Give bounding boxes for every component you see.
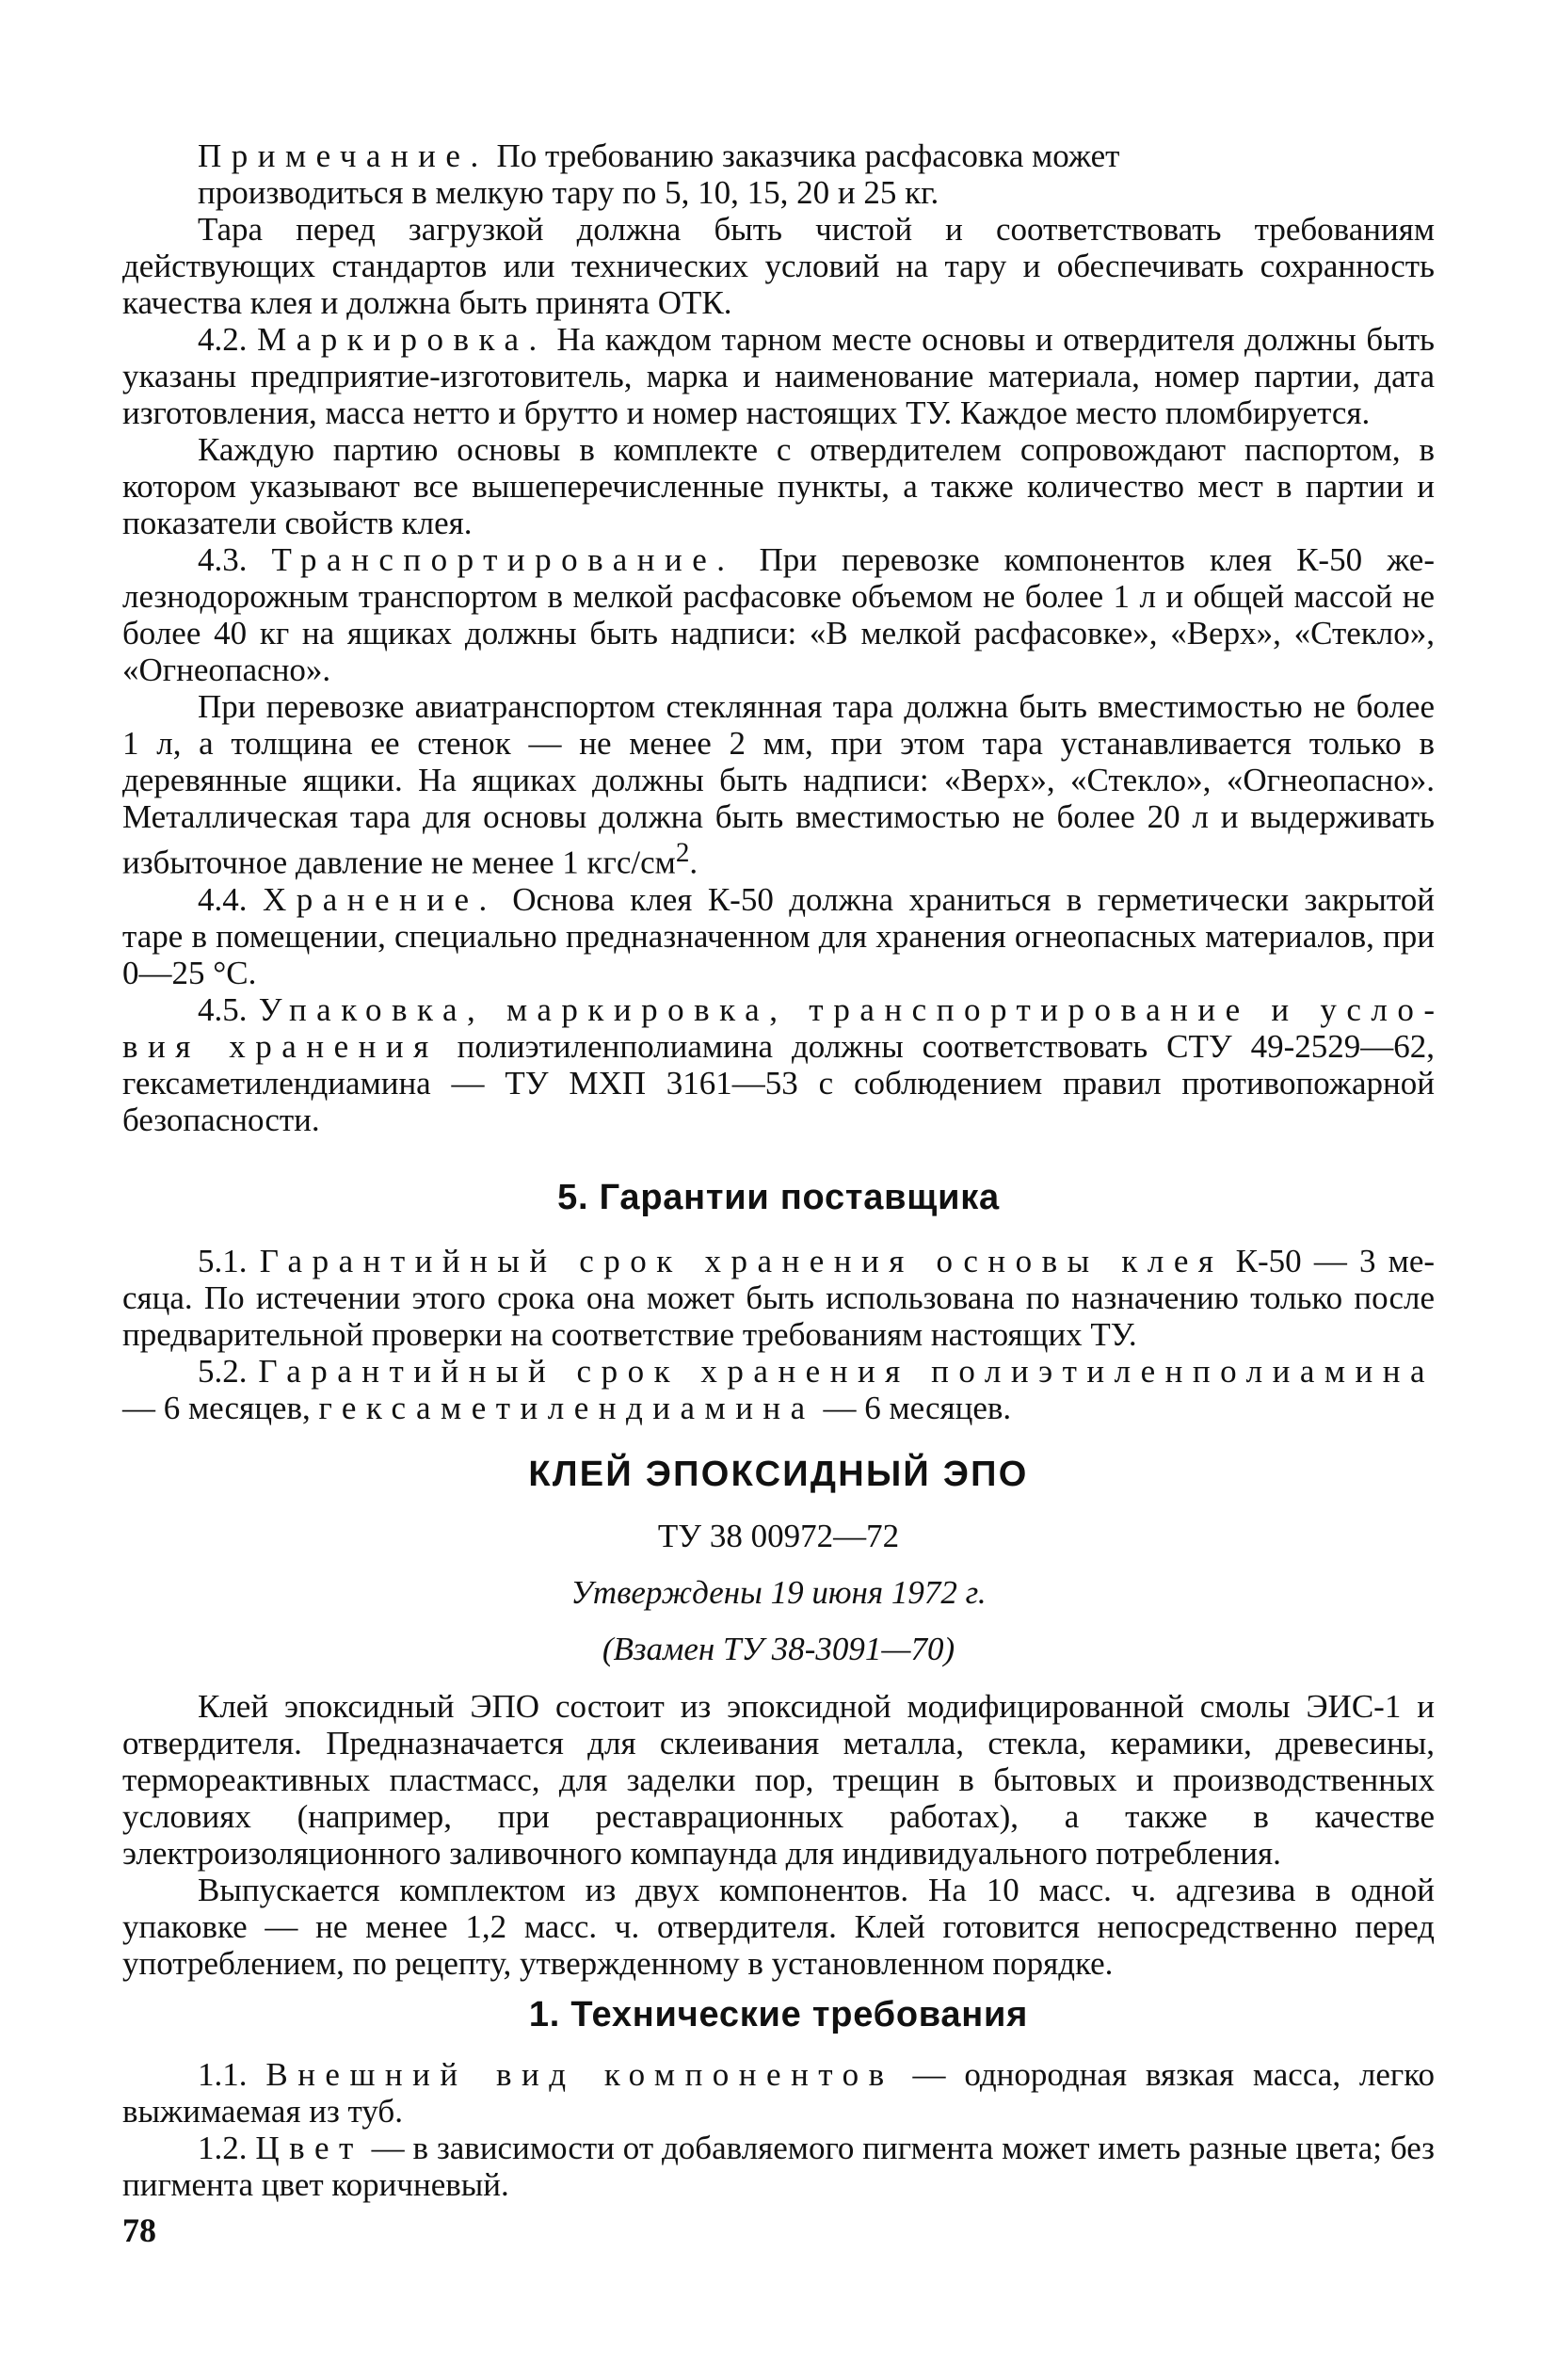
avia-text-end: .: [689, 844, 698, 881]
section-5-heading: 5. Гарантии поставщика: [557, 1177, 1000, 1217]
section-4-2-number: 4.2.: [198, 321, 258, 358]
section-4-5-number: 4.5.: [198, 990, 259, 1028]
note-paragraph: [122, 137, 1435, 211]
epo-heading: КЛЕЙ ЭПОКСИДНЫЙ ЭПО: [528, 1454, 1029, 1494]
section-4-4-text: Основа клея К-50 должна храниться в герметически закрытой таре в помещении, специально предназначенном для хранения огнеопасных материалов, при 0—25 °С.: [122, 880, 1435, 991]
note-line-2: производиться в мелкую тару по 5, 10, 15, 20 и 25 кг.: [198, 174, 939, 211]
note-label: Примечание.: [198, 137, 489, 174]
avia-superscript: 2: [675, 838, 690, 868]
section-4-2-text: На каждом тарном месте основы и отвердителя должны быть указаны предприятие-изготовитель, марка и наименование материала, номер партии, дата изготовления, масса нетто и брутто и номер настоящих ТУ. Каждое место пломбируется.: [122, 321, 1435, 431]
section-1-2-title: Цвет: [255, 2129, 363, 2166]
section-1-1-text: — однородная вязкая масса, легко выжимаемая из туб.: [122, 2055, 1435, 2130]
section-5-1-number: 5.1.: [198, 1242, 260, 1279]
section-5-1-paragraph: [122, 1243, 1435, 1353]
section-4-5-paragraph: [122, 991, 1435, 1138]
section-1-2-paragraph: [122, 2130, 1435, 2203]
section-5-2-title-2: гексаметилендиамина: [318, 1389, 815, 1426]
note-line-1: По требованию заказчика расфасовка может: [488, 137, 1120, 174]
section-4-3-paragraph: [122, 541, 1435, 688]
section-4-3-text: При перевозке компонентов клея К-50 железнодорожным транспортом в мелкой расфасовке объемом не более 1 л и общей массой не более 40 кг на ящиках должны быть надписи: «В мелкой расфасовке», «Верх», «Стекло», «Огнеопасно».: [122, 541, 1435, 688]
section-4-4-title: Хранение.: [262, 880, 497, 918]
section-5-2-number: 5.2.: [198, 1352, 259, 1390]
section-4-4-paragraph: [122, 881, 1435, 991]
epo-intro-paragraph: Клей эпоксидный ЭПО состоит из эпоксидной модифицированной смолы ЭИС-1 и отвердителя. Предназначается для склеивания металла, стекла, керамики, древесины, термореактивных пластмасс, для заделки пор, трещин в бытовых и производственных условиях (например, при реставрационных работах), а также в качестве электроизоляционного заливочного компаунда для индивидуального потребления.: [122, 1687, 1435, 1872]
spacer: [122, 1667, 1435, 1688]
epo-tu-number: ТУ 38 00972—72: [657, 1517, 900, 1554]
section-5-1-text: К-50 — 3 месяца. По истечении этого срока она может быть использована по назначению только после предварительной проверки на соответствие требованиям настоящих ТУ.: [122, 1242, 1436, 1353]
section-5-1-title: Гарантийный срок хранения основы клея: [259, 1242, 1224, 1279]
section-5-2-text-mid: — 6 месяцев,: [122, 1389, 319, 1426]
section-1-1-title: Внешний вид компонентов: [265, 2055, 894, 2093]
avia-paragraph: [122, 688, 1435, 881]
section-4-2-paragraph: [122, 321, 1435, 431]
page-number: 78: [122, 2211, 156, 2249]
section-1-heading: 1. Технические требования: [528, 1994, 1029, 2034]
tara-paragraph: Тара перед загрузкой должна быть чистой и соответствовать требованиям действующих стандартов или технических условий на тару и обеспечивать сохранность качества клея и должна быть принята ОТК.: [122, 211, 1435, 321]
section-5-2-title: Гарантийный срок хранения полиэтиленполиамина: [258, 1352, 1435, 1390]
section-4-3-title: Транспортирование.: [271, 541, 735, 578]
epo-approved-date: Утверждены 19 июня 1972 г.: [570, 1573, 987, 1611]
epo-release-paragraph: Выпускается комплектом из двух компонентов. На 10 масс. ч. адгезива в одной упаковке — не менее 1,2 масс. ч. отвердителя. Клей готовится непосредственно перед употреблением, по рецепту, утвержденному в установленном порядке.: [122, 1871, 1435, 1982]
section-4-4-number: 4.4.: [198, 880, 263, 918]
section-5-2-paragraph: [122, 1353, 1435, 1426]
section-1-1-paragraph: [122, 2056, 1435, 2130]
avia-text: При перевозке авиатранспортом стеклянная тара должна быть вместимостью не более 1 л, а толщина ее стенок — не менее 2 мм, при этом тара устанавливается только в деревянные ящики. На ящиках должны быть надписи: «Верх», «Стекло», «Огнеопасно». Металлическая тара для основы должна быть вместимостью не более 20 л и выдерживать избыточное давление не менее 1 кгс/см: [122, 688, 1435, 881]
section-5-2-text-end: — 6 месяцев.: [814, 1389, 1012, 1426]
section-1-2-number: 1.2.: [198, 2129, 256, 2166]
section-4-5-title: Упаковка, маркировка, транспортирование и условия хранения: [122, 990, 1435, 1065]
section-4-5-text: полиэтиленполиамина должны соответствовать СТУ 49-2529—62, гексаметилендиамина — ТУ МХП 3161—53 с соблюдением правил противопожарной безопасности.: [122, 1027, 1435, 1138]
section-1-1-number: 1.1.: [198, 2055, 266, 2093]
epo-replaces: (Взамен ТУ 38-3091—70): [602, 1630, 955, 1667]
section-1-2-text: — в зависимости от добавляемого пигмента может иметь разные цвета; без пигмента цвет коричневый.: [122, 2129, 1436, 2203]
section-4-2-title: Маркировка.: [257, 321, 547, 358]
section-4-3-number: 4.3.: [198, 541, 272, 578]
passport-paragraph: Каждую партию основы в комплекте с отвердителем сопровождают паспортом, в котором указывают все вышеперечисленные пункты, а также количество мест в партии и показатели свойств клея.: [122, 431, 1435, 541]
